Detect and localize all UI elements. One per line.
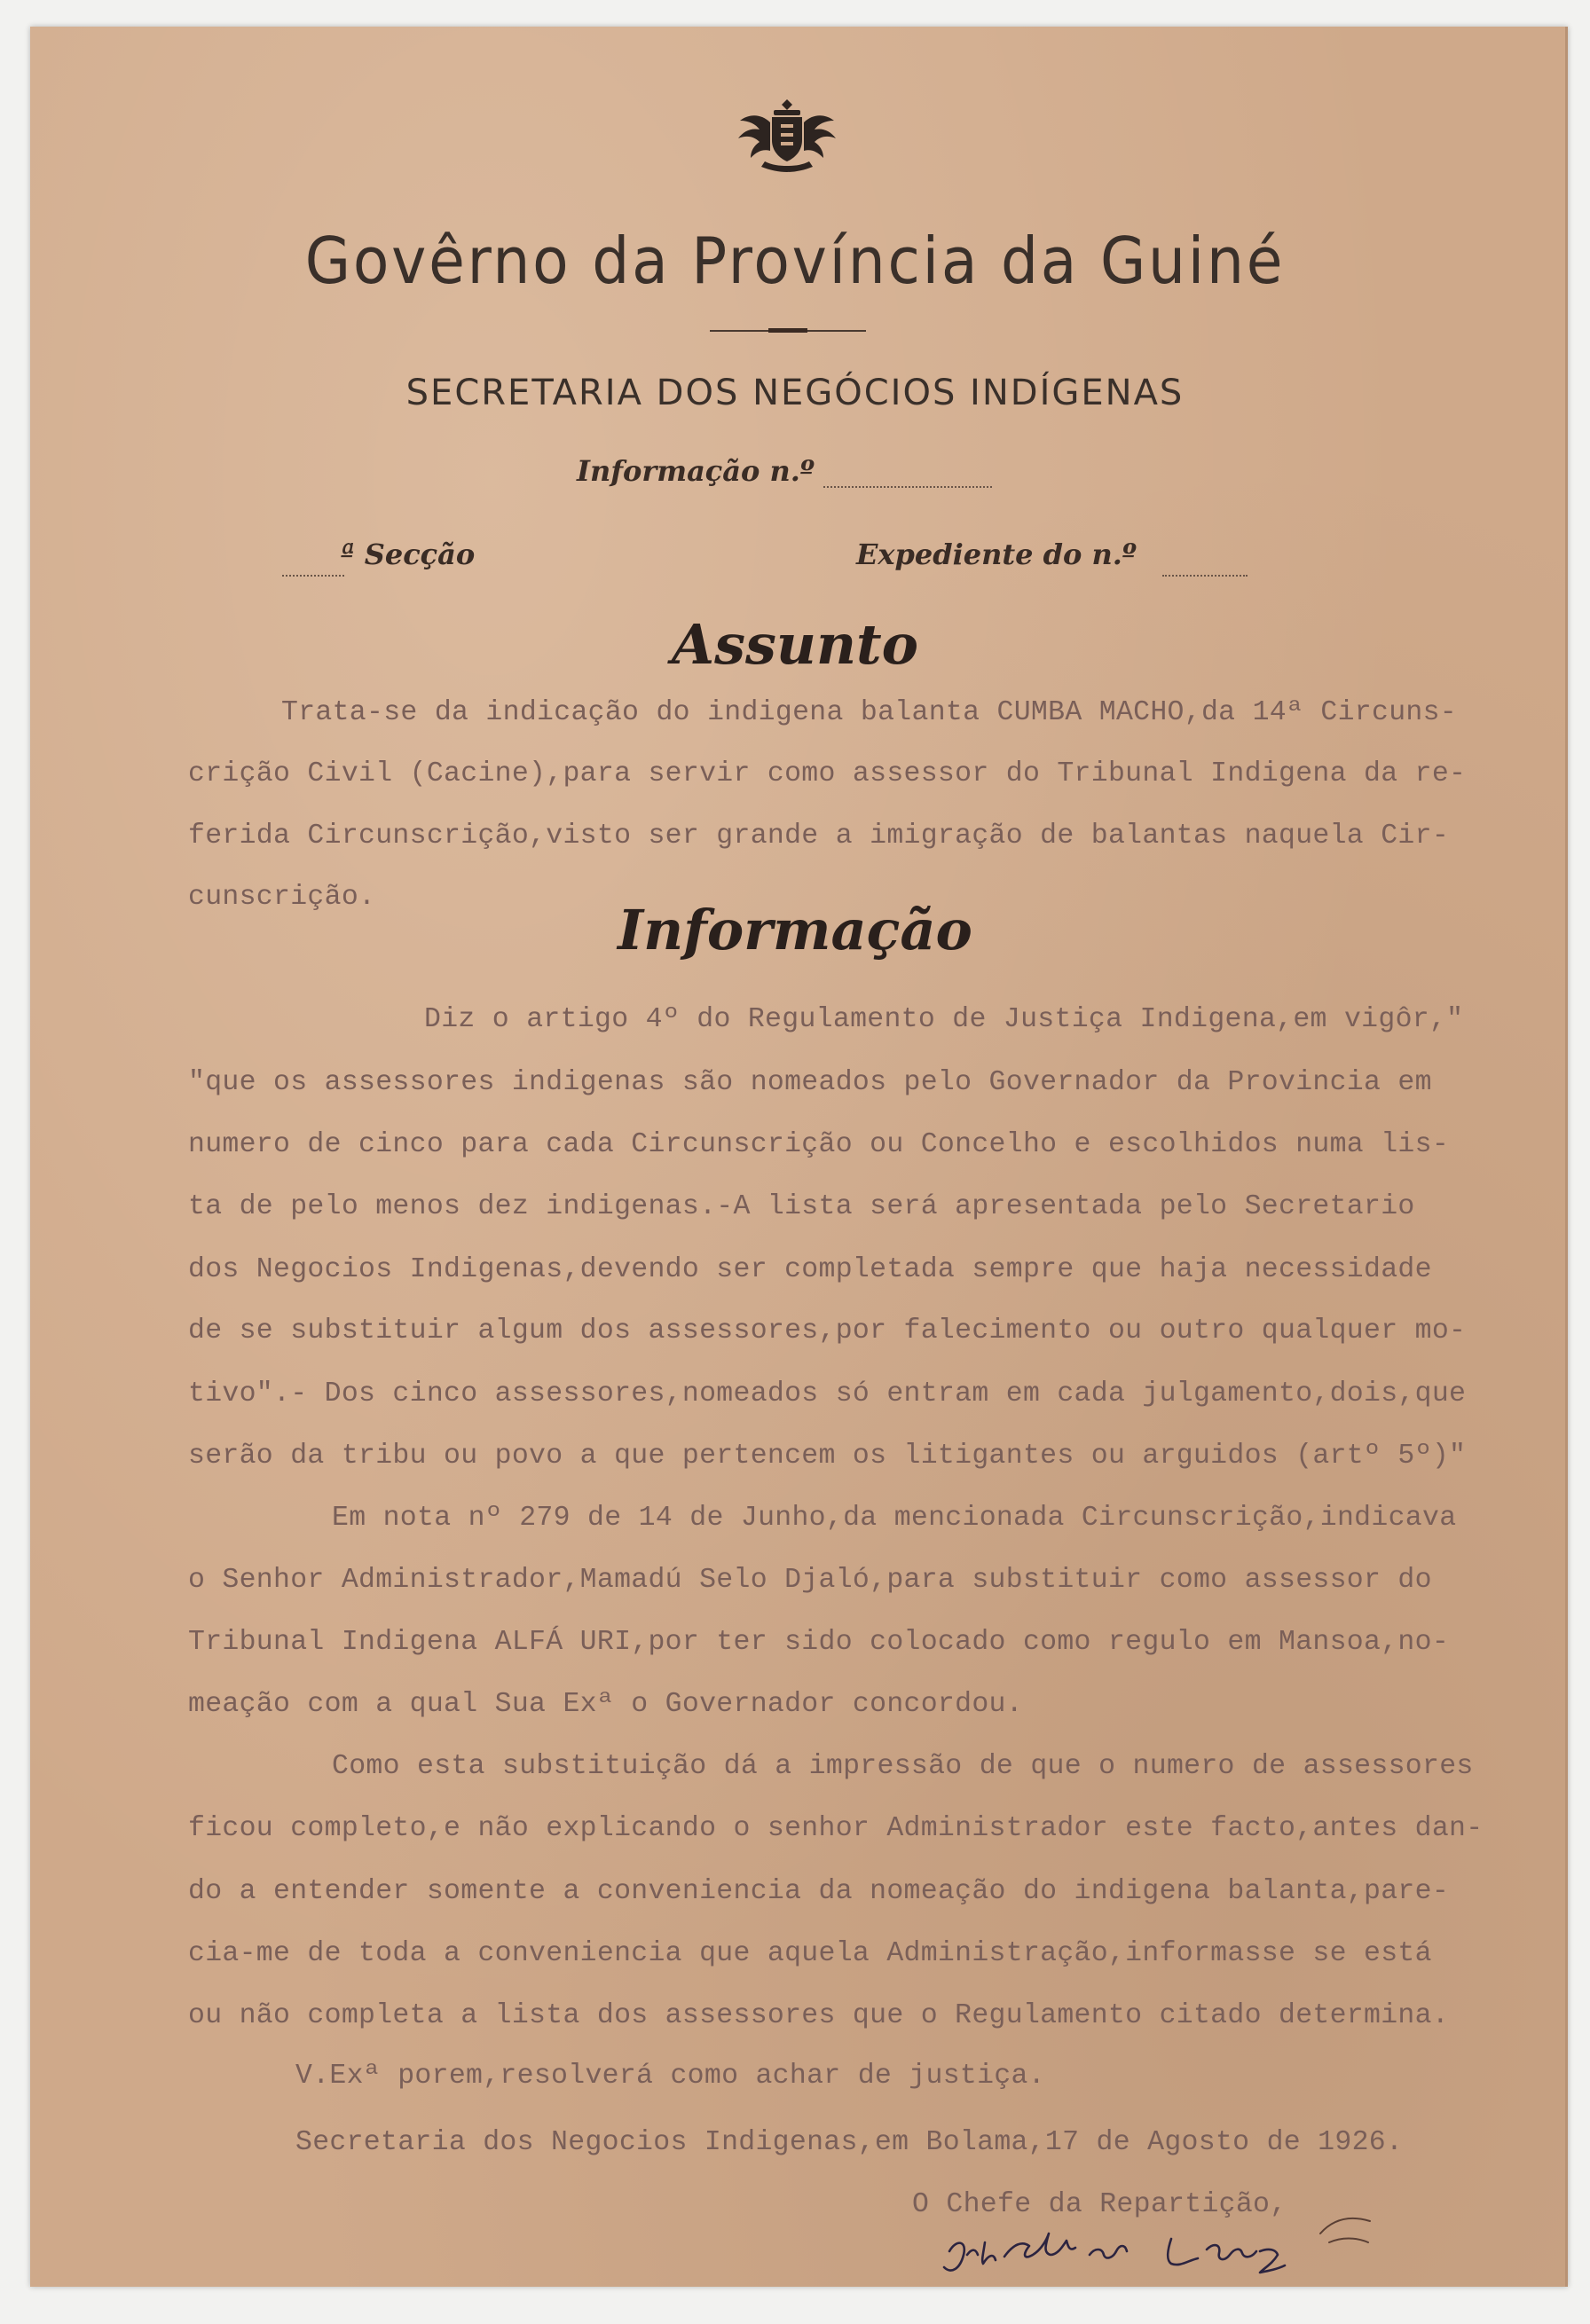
informacao-line: o Senhor Administrador,Mamadú Selo Djaló,para substituir como assessor do (188, 1565, 1432, 1596)
expediente-label: Expediente do n.º (856, 538, 1137, 571)
informacao-line: ficou completo,e não explicando o senhor Administrador este facto,antes dan- (188, 1813, 1484, 1844)
informacao-number-blank (823, 486, 992, 488)
handwritten-signature (941, 2225, 1349, 2278)
informacao-line: de se substituir algum dos assessores,por falecimento ou outro qualquer mo- (188, 1315, 1467, 1347)
informacao-line: V.Exª porem,resolverá como achar de justiça. (295, 2061, 1045, 2092)
informacao-line: "que os assessores indigenas são nomeados pelo Governador da Provincia em (188, 1067, 1432, 1098)
informacao-line: ou não completa a lista dos assessores que o Regulamento citado determina. (188, 2000, 1450, 2031)
assunto-line: Trata-se da indicação do indigena balanta CUMBA MACHO,da 14ª Circuns- (281, 697, 1458, 728)
informacao-line: meação com a qual Sua Exª o Governador concordou. (188, 1689, 1023, 1720)
government-title: Govêrno da Província da Guiné (304, 224, 1286, 298)
seccao-blank (282, 575, 344, 577)
dateline: Secretaria dos Negocios Indigenas,em Bolama,17 de Agosto de 1926. (295, 2127, 1404, 2158)
title-divider (710, 330, 866, 332)
informacao-line: Diz o artigo 4º do Regulamento de Justiça Indigena,em vigôr," (424, 1004, 1464, 1035)
assunto-heading: Assunto (671, 612, 919, 677)
informacao-line: serão da tribu ou povo a que pertencem os litigantes ou arguidos (artº 5º)" (188, 1441, 1467, 1472)
informacao-line: tivo".- Dos cinco assessores,nomeados só entram em cada julgamento,dois,que (188, 1378, 1467, 1409)
informacao-line: dos Negocios Indigenas,devendo ser completada sempre que haja necessidade (188, 1254, 1432, 1285)
informacao-line: cia-me de toda a conveniencia que aquela Administração,informasse se está (188, 1938, 1432, 1969)
informacao-line: ta de pelo menos dez indigenas.-A lista será apresentada pelo Secretario (188, 1191, 1415, 1222)
informacao-heading: Informação (618, 898, 972, 962)
informacao-line: Em nota nº 279 de 14 de Junho,da mencionada Circunscrição,indicava (332, 1503, 1457, 1534)
informacao-number-label: Informação n.º (577, 454, 815, 488)
assunto-line: crição Civil (Cacine),para servir como assessor do Tribunal Indigena da re- (188, 758, 1467, 789)
informacao-line: numero de cinco para cada Circunscrição ou Concelho e escolhidos numa lis- (188, 1129, 1450, 1160)
coat-of-arms-icon (735, 96, 839, 176)
informacao-line: Como esta substituição dá a impressão de que o numero de assessores (332, 1751, 1474, 1782)
expediente-blank (1162, 575, 1248, 577)
signatory-title: O Chefe da Repartição, (912, 2189, 1287, 2220)
informacao-line: Tribunal Indigena ALFÁ URI,por ter sido colocado como regulo em Mansoa,no- (188, 1627, 1450, 1658)
seccao-label: ª Secção (341, 538, 476, 571)
bottom-right-mark (1311, 2198, 1382, 2251)
department-title: SECRETARIA DOS NEGÓCIOS INDÍGENAS (405, 373, 1185, 413)
assunto-line: ferida Circunscrição,visto ser grande a imigração de balantas naquela Cir- (188, 820, 1450, 852)
assunto-line: cunscrição. (188, 882, 376, 913)
informacao-line: do a entender somente a conveniencia da nomeação do indigena balanta,pare- (188, 1876, 1450, 1907)
